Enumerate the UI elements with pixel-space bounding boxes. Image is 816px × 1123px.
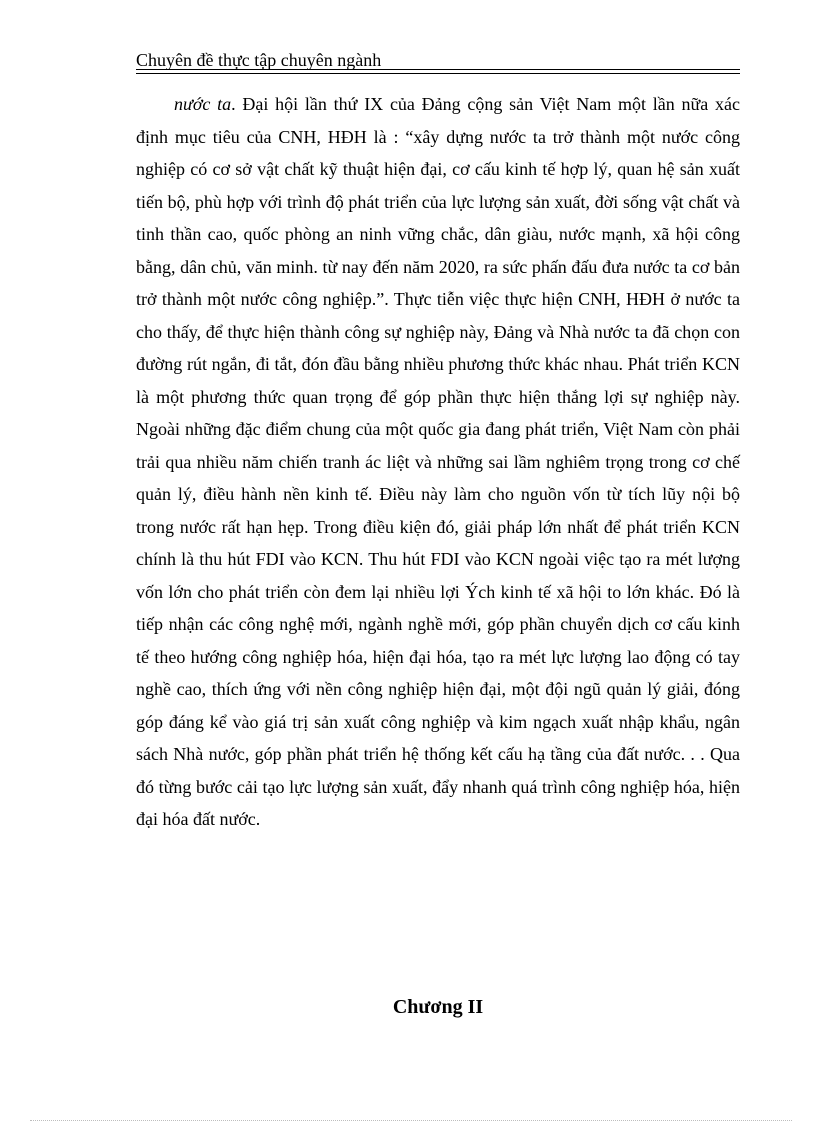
running-header-title: Chuyên đề thực tập chuyên ngành [136, 50, 382, 70]
chapter-heading: Chương II [392, 996, 484, 1018]
italic-lead-text: nước ta [174, 94, 232, 114]
header-rule-top [136, 69, 740, 70]
paragraph-text: . Đại hội lần thứ IX của Đảng cộng sản Việt Nam một lần nữa xác định mục tiêu của CNH, HĐH là : “xây dựng nước ta trở thành một nước công nghiệp có cơ sở vật chất kỹ thuật hiện đại, cơ cấu kinh tế hợp lý, quan hệ sản xuất tiến bộ, phù hợp với trình độ phát triển của lực lượng sản xuất, đời sống vật chất và tinh thần cao, quốc phòng an ninh vững chắc, dân giàu, nước mạnh, xã hội công bằng, dân chủ, văn minh. từ nay đến năm 2020, ra sức phấn đấu đưa nước ta cơ bản trở thành một nước công nghiệp.”. Thực tiễn việc thực hiện CNH, HĐH ở nước ta cho thấy, để thực hiện thành công sự nghiệp này, Đảng và Nhà nước ta đã chọn con đường rút ngắn, đi tắt, đón đầu bằng nhiều phương thức khác nhau. Phát triển KCN là một phương thức quan trọng để góp phần thực hiện thắng lợi sự nghiệp này. Ngoài những đặc điểm chung của một quốc gia đang phát triển, Việt Nam còn phải trải qua nhiều năm chiến tranh ác liệt và những sai lầm nghiêm trọng trong cơ chế quản lý, điều hành nền kinh tế. Điều này làm cho nguồn vốn từ tích lũy nội bộ trong nước rất hạn hẹp. Trong điều kiện đó, giải pháp lớn nhất để phát triển KCN chính là thu hút FDI vào KCN. Thu hút FDI vào KCN ngoài việc tạo ra mét lượng vốn lớn cho phát triển còn đem lại nhiều lợi Ých kinh tế xã hội to lớn khác. Đó là tiếp nhận các công nghệ mới, ngành nghề mới, góp phần chuyển dịch cơ cấu kinh tế theo hướng công nghiệp hóa, hiện đại hóa, tạo ra mét lực lượng lao động có tay nghề cao, thích ứng với nền công nghiệp hiện đại, một đội ngũ quản lý giải, đóng góp đáng kể vào giá trị sản xuất công nghiệp và kim ngạch xuất nhập khẩu, ngân sách Nhà nước, góp phần phát triển hệ thống kết cấu hạ tầng của đất nước. . . Qua đó từng bước cải tạo lực lượng sản xuất, đẩy nhanh quá trình công nghiệp hóa, hiện đại hóa đất nước. [136, 94, 740, 829]
page-bottom-border [30, 1120, 792, 1121]
header-rule-bottom [136, 73, 740, 74]
body-paragraph [136, 88, 740, 836]
